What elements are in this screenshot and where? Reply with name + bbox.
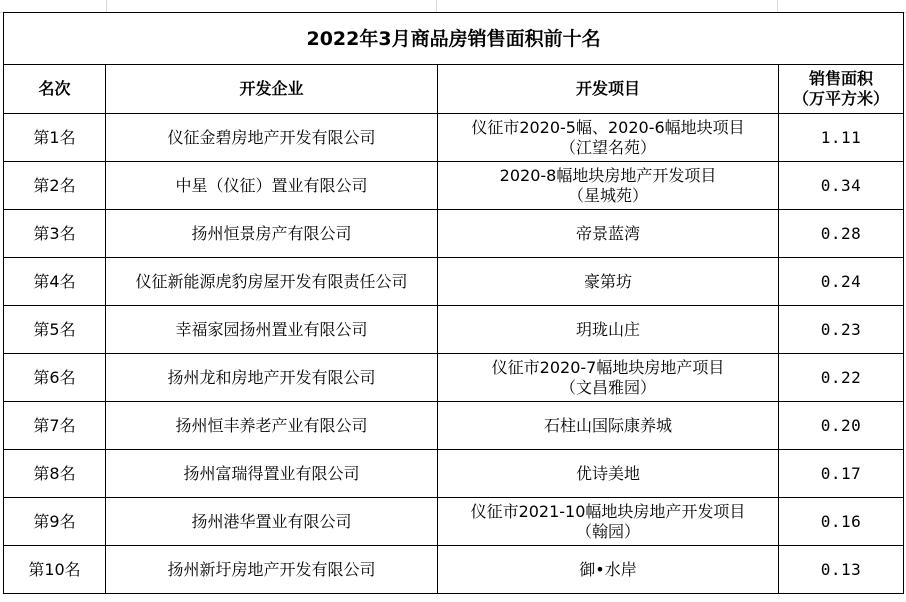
project-cell[interactable] bbox=[438, 498, 779, 546]
sales-area-cell[interactable]: 1.11 bbox=[779, 114, 904, 162]
developer-cell[interactable]: 扬州港华置业有限公司 bbox=[106, 498, 438, 546]
rank-cell[interactable]: 第9名 bbox=[4, 498, 106, 546]
developer-cell[interactable]: 扬州富瑞得置业有限公司 bbox=[106, 450, 438, 498]
developer-cell[interactable]: 扬州恒景房产有限公司 bbox=[106, 210, 438, 258]
project-cell[interactable] bbox=[438, 114, 779, 162]
developer-cell[interactable]: 仪征新能源虎豹房屋开发有限责任公司 bbox=[106, 258, 438, 306]
sales-area-cell[interactable]: 0.34 bbox=[779, 162, 904, 210]
project-name: 仪征市2020-7幅地块房地产项目 bbox=[491, 357, 725, 377]
table-row bbox=[4, 546, 904, 594]
rank-cell[interactable]: 第1名 bbox=[4, 114, 106, 162]
project-cell[interactable] bbox=[438, 162, 779, 210]
project-cell[interactable] bbox=[438, 546, 779, 594]
header-row bbox=[4, 65, 904, 114]
rank-cell[interactable]: 第5名 bbox=[4, 306, 106, 354]
table-row bbox=[4, 402, 904, 450]
project-cell[interactable] bbox=[438, 450, 779, 498]
project-name: 御•水岸 bbox=[579, 559, 637, 579]
project-subname: （江望名苑） bbox=[559, 137, 656, 157]
table-row bbox=[4, 450, 904, 498]
project-cell[interactable] bbox=[438, 210, 779, 258]
rank-cell[interactable]: 第8名 bbox=[4, 450, 106, 498]
table-row bbox=[4, 498, 904, 546]
table-title[interactable]: 2022年3月商品房销售面积前十名 bbox=[4, 13, 904, 65]
developer-cell[interactable]: 中星（仪征）置业有限公司 bbox=[106, 162, 438, 210]
project-subname: （星城苑） bbox=[567, 185, 648, 205]
sales-area-cell[interactable]: 0.13 bbox=[779, 546, 904, 594]
project-subname: （翰园） bbox=[575, 521, 640, 541]
rank-cell[interactable]: 第3名 bbox=[4, 210, 106, 258]
rank-cell[interactable]: 第4名 bbox=[4, 258, 106, 306]
table-row bbox=[4, 162, 904, 210]
project-name: 帝景蓝湾 bbox=[575, 223, 640, 243]
project-name: 石柱山国际康养城 bbox=[543, 415, 672, 435]
sales-area-cell[interactable]: 0.17 bbox=[779, 450, 904, 498]
table-row bbox=[4, 114, 904, 162]
developer-cell[interactable]: 扬州龙和房地产开发有限公司 bbox=[106, 354, 438, 402]
header-sales-area-line2: （万平方米） bbox=[793, 89, 890, 108]
table-row bbox=[4, 354, 904, 402]
project-name: 玥珑山庄 bbox=[575, 319, 640, 339]
table-body bbox=[4, 114, 904, 594]
project-subname: （文昌雅园） bbox=[559, 377, 656, 397]
developer-cell[interactable]: 扬州新圩房地产开发有限公司 bbox=[106, 546, 438, 594]
project-cell[interactable] bbox=[438, 402, 779, 450]
sales-area-cell[interactable]: 0.28 bbox=[779, 210, 904, 258]
project-cell[interactable] bbox=[438, 354, 779, 402]
rank-cell[interactable]: 第10名 bbox=[4, 546, 106, 594]
rank-cell[interactable]: 第6名 bbox=[4, 354, 106, 402]
project-cell[interactable] bbox=[438, 306, 779, 354]
sales-area-cell[interactable]: 0.23 bbox=[779, 306, 904, 354]
header-sales-area[interactable] bbox=[779, 65, 904, 114]
header-sales-area-line1: 销售面积 bbox=[809, 69, 874, 88]
header-developer[interactable]: 开发企业 bbox=[106, 65, 438, 114]
project-name: 仪征市2021-10幅地块房地产开发项目 bbox=[470, 501, 746, 521]
rank-cell[interactable]: 第2名 bbox=[4, 162, 106, 210]
header-project[interactable]: 开发项目 bbox=[438, 65, 779, 114]
developer-cell[interactable]: 扬州恒丰养老产业有限公司 bbox=[106, 402, 438, 450]
sales-ranking-table bbox=[3, 12, 904, 594]
project-name: 仪征市2020-5幅、2020-6幅地块项目 bbox=[471, 117, 745, 137]
sales-area-cell[interactable]: 0.22 bbox=[779, 354, 904, 402]
project-name: 优诗美地 bbox=[575, 463, 640, 483]
project-name: 2020-8幅地块房地产开发项目 bbox=[499, 165, 717, 185]
table-row bbox=[4, 306, 904, 354]
sales-area-cell[interactable]: 0.16 bbox=[779, 498, 904, 546]
header-rank[interactable]: 名次 bbox=[4, 65, 106, 114]
sales-area-cell[interactable]: 0.20 bbox=[779, 402, 904, 450]
project-name: 豪第坊 bbox=[583, 271, 632, 291]
developer-cell[interactable]: 仪征金碧房地产开发有限公司 bbox=[106, 114, 438, 162]
rank-cell[interactable]: 第7名 bbox=[4, 402, 106, 450]
table-row bbox=[4, 210, 904, 258]
project-cell[interactable] bbox=[438, 258, 779, 306]
table-row bbox=[4, 258, 904, 306]
developer-cell[interactable]: 幸福家园扬州置业有限公司 bbox=[106, 306, 438, 354]
sales-area-cell[interactable]: 0.24 bbox=[779, 258, 904, 306]
